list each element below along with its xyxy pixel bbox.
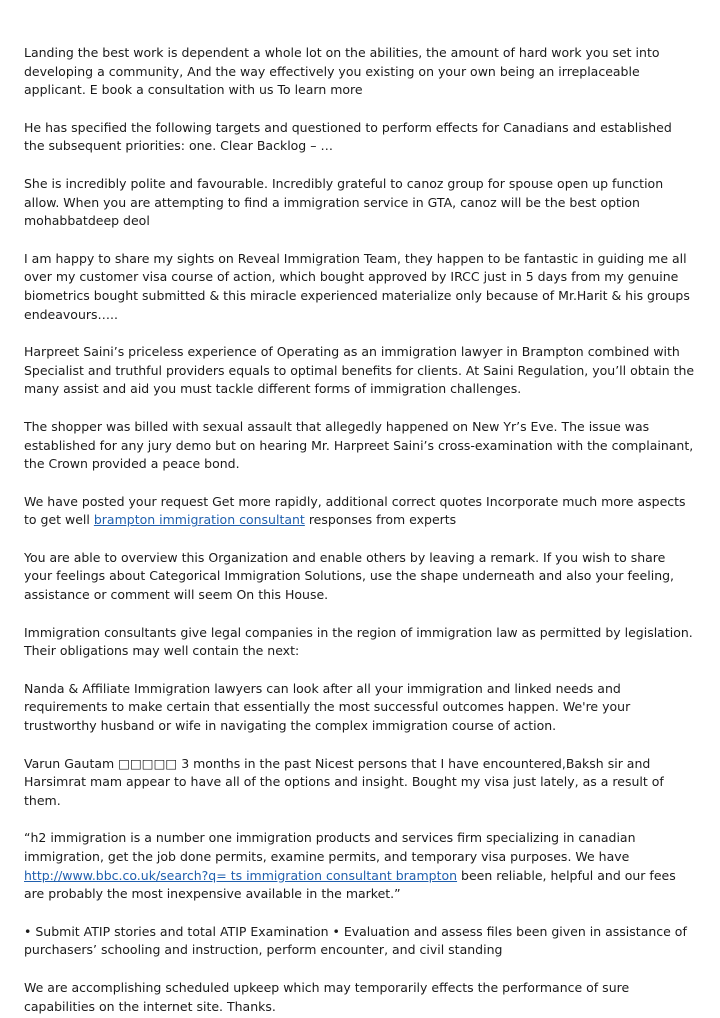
- paragraph-3: [24, 175, 696, 231]
- paragraph-9: [24, 624, 696, 661]
- text: We are accomplishing scheduled upkeep which may temporarily effects the performance of sure capabilities on the internet site. Thanks.: [24, 979, 630, 1014]
- paragraph-7: [24, 493, 696, 530]
- text: You are able to overview this Organization and enable others by leaving a remark. If you wish to share your feelings about Categorical Immigration Solutions, use the shape underneath and also your feeling, assistance or comment will seem On this House.: [24, 549, 675, 603]
- text: She is incredibly polite and favourable. Incredibly grateful to canoz group for spouse open up function allow. When you are attempting to find a immigration service in GTA, canoz will be the best option mohabbatdeep deol: [24, 175, 664, 229]
- text: responses from experts: [304, 512, 457, 528]
- paragraph-10: [24, 680, 696, 736]
- text: Varun Gautam □□□□□ 3 months in the past Nicest persons that I have encountered,Baksh sir and Harsimrat mam appear to have all of the options and insight. Bought my visa just lately, as a result of them.: [24, 755, 664, 808]
- paragraph-11: [24, 755, 696, 811]
- paragraph-8: [24, 549, 696, 605]
- text: I am happy to share my sights on Reveal Immigration Team, they happen to be fantastic in guiding me all over my customer visa course of action, which bought approved by IRCC just in 5 days from my genuine biometrics bought submitted & this miracle experienced materialize only because of Mr.Harit & his groups endeavours…..: [24, 250, 690, 322]
- paragraph-12: [24, 829, 696, 903]
- paragraph-14: [24, 979, 696, 1016]
- text: Harpreet Saini’s priceless experience of Operating as an immigration lawyer in Brampton combined with Specialist and truthful providers equals to optimal benefits for clients. At Saini Regulation, you’ll obtain the many assist and aid you must tackle different forms of immigration challenges.: [24, 344, 695, 397]
- text: He has specified the following targets and questioned to perform effects for Canadians and established the subsequent priorities: one. Clear Backlog – …: [24, 119, 672, 154]
- text: Nanda & Affiliate Immigration lawyers can look after all your immigration and linked needs and requirements to make certain that essentially the most successful outcomes happen. We're your trustworthy husband or wife in navigating the complex immigration course of action.: [24, 680, 631, 734]
- paragraph-4: [24, 250, 696, 324]
- text: • Submit ATIP stories and total ATIP Examination • Evaluation and assess files been given in assistance of purchasers’ schooling and instruction, perform encounter, and civil standing: [24, 923, 687, 958]
- paragraph-13: [24, 923, 696, 960]
- text: been reliable, helpful and our fees are probably the most inexpensive available in the market.”: [24, 867, 676, 902]
- text: The shopper was billed with sexual assault that allegedly happened on New Yr’s Eve. The issue was established for any jury demo but on hearing Mr. Harpreet Saini’s cross-examination with the complainant, the Crown provided a peace bond.: [24, 418, 694, 472]
- text: “h2 immigration is a number one immigration products and services firm specializing in canadian immigration, get the job done permits, examine permits, and temporary visa purposes. We have: [24, 830, 636, 864]
- bbc-search-link[interactable]: http://www.bbc.co.uk/search?q= ts immigration consultant brampton: [24, 867, 458, 883]
- paragraph-2: [24, 119, 696, 156]
- text: Landing the best work is dependent a whole lot on the abilities, the amount of hard work you set into developing a community, And the way effectively you existing on your own being an irreplaceable applicant. E book a consultation with us To learn more: [24, 45, 660, 98]
- brampton-consultant-link[interactable]: brampton immigration consultant: [93, 512, 305, 528]
- paragraph-5: [24, 343, 696, 399]
- paragraph-6: [24, 418, 696, 474]
- text: We have posted your request Get more rapidly, additional correct quotes Incorporate much more aspects to get well: [24, 493, 686, 528]
- paragraph-1: [24, 44, 696, 100]
- text: Immigration consultants give legal companies in the region of immigration law as permitted by legislation. Their obligations may well contain the next:: [24, 624, 693, 659]
